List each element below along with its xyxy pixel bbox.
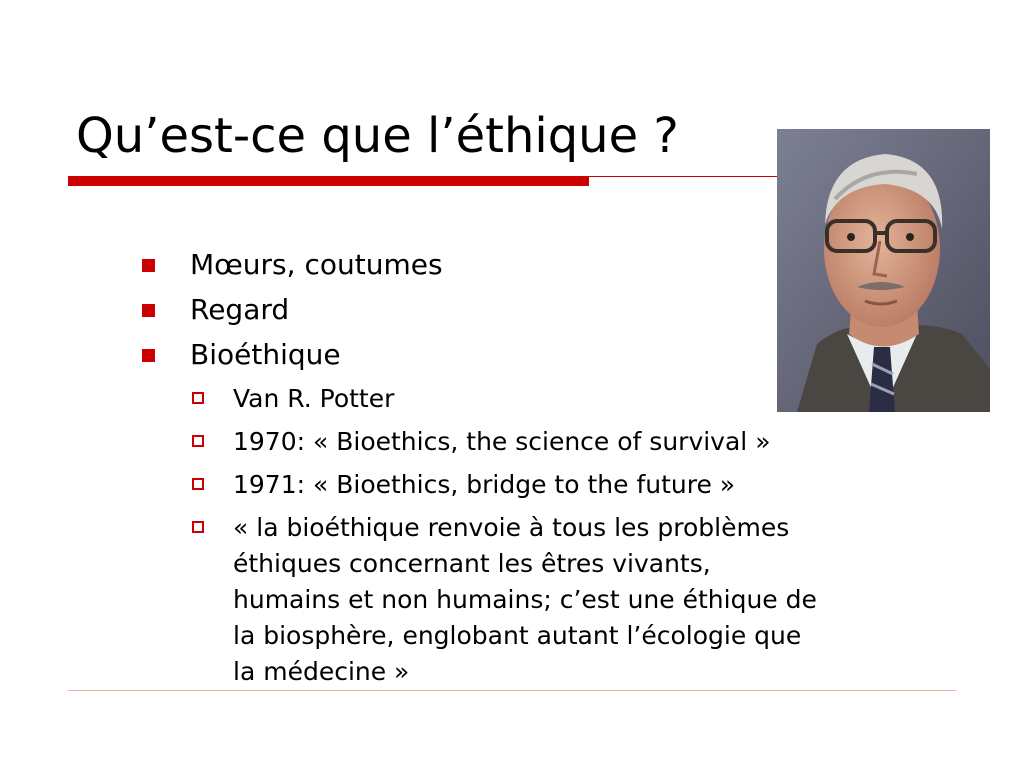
sub-bullet-label: 1970: « Bioethics, the science of survival »	[233, 427, 771, 456]
slide-title: Qu’est-ce que l’éthique ?	[76, 108, 679, 164]
sub-bullet-label: Van R. Potter	[233, 384, 395, 413]
bullet-label: Bioéthique	[190, 338, 341, 371]
square-bullet-icon	[142, 304, 155, 317]
title-underline-thin	[589, 176, 779, 177]
hollow-square-bullet-icon	[192, 435, 204, 447]
sub-bullet-label: 1971: « Bioethics, bridge to the future »	[233, 470, 736, 499]
hollow-square-bullet-icon	[192, 478, 204, 490]
hollow-square-bullet-icon	[192, 392, 204, 404]
bullet-label: Mœurs, coutumes	[190, 248, 443, 281]
sub-bullet-label: « la bioéthique renvoie à tous les problèmes éthiques concernant les êtres vivants, humains et non humains; c’est une éthique de la biosphère, englobant autant l’écologie que la médecine »	[233, 513, 817, 686]
square-bullet-icon	[142, 349, 155, 362]
hollow-square-bullet-icon	[192, 521, 204, 533]
title-underline-accent	[68, 176, 589, 186]
square-bullet-icon	[142, 259, 155, 272]
footer-divider	[68, 690, 956, 691]
portrait-photo	[777, 129, 990, 412]
bullet-label: Regard	[190, 293, 290, 326]
